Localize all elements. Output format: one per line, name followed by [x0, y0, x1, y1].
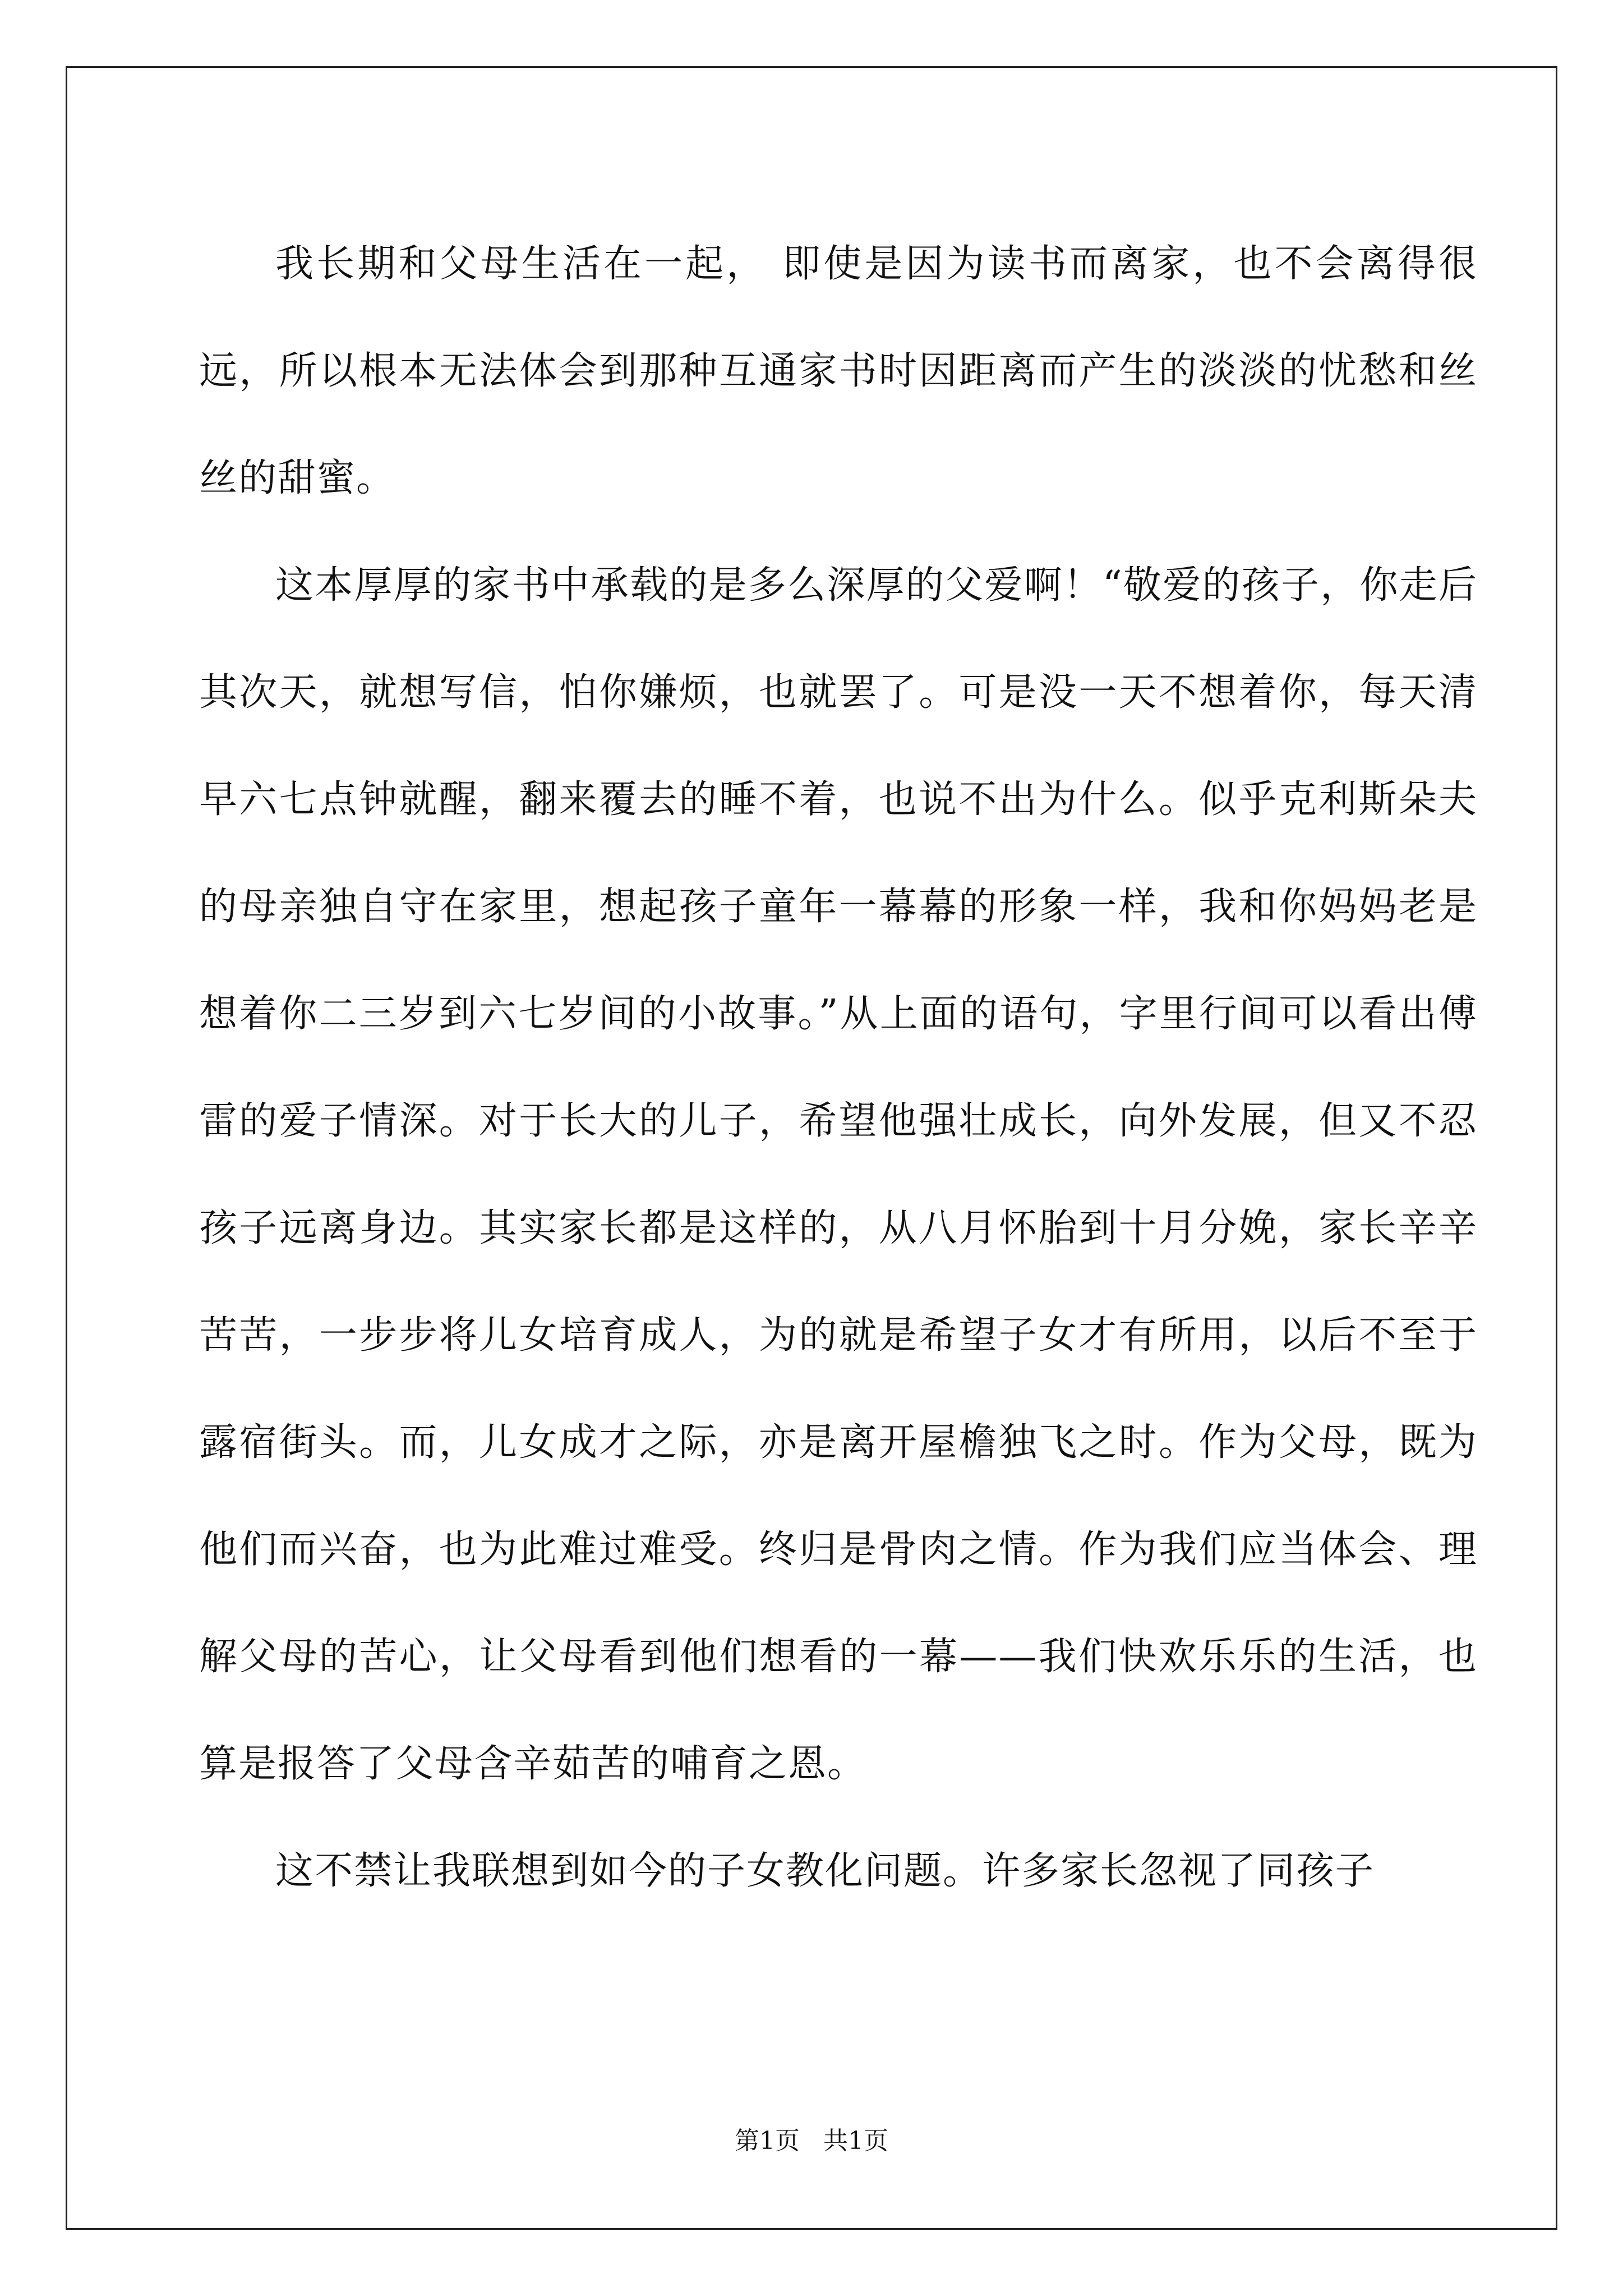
- paragraph-1: 我长期和父母生活在一起， 即使是因为读书而离家，也不会离得很远，所以根本无法体会到那种互通家书时因距离而产生的淡淡的忧愁和丝丝的甜蜜。: [199, 242, 1478, 500]
- paragraph-2: 这本厚厚的家书中承载的是多么深厚的父爱啊！“敬爱的孩子，你走后其次天，就想写信，怕你嫌烦，也就罢了。可是没一天不想着你，每天清早六七点钟就醒，翻来覆去的睡不着，也说不出为什么。似乎克利斯朵夫的母亲独自守在家里，想起孩子童年一幕幕的形象一样，我和你妈妈老是想着你二三岁到六七岁间的小故事。”从上面的语句，字里行间可以看出傅雷的爱子情深。对于长大的儿子，希望他强壮成长，向外发展，但又不忍孩子远离身边。其实家长都是这样的，从八月怀胎到十月分娩，家长辛辛苦苦，一步步将儿女培育成人，为的就是希望子女才有所用，以后不至于露宿街头。而，儿女成才之际，亦是离开屋檐独飞之时。作为父母，既为他们而兴奋，也为此难过难受。终归是骨肉之情。作为我们应当体会、理解父母的苦心，让父母看到他们想看的一幕——我们快欢乐乐的生活，也算是报答了父母含辛茹苦的哺育之恩。: [199, 563, 1478, 1786]
- paragraph-3: 这不禁让我联想到如今的子女教化问题。许多家长忽视了同孩子: [275, 1849, 1375, 1893]
- document-body: [199, 210, 1478, 1925]
- page-number-footer: 第1页 共1页: [735, 2127, 888, 2155]
